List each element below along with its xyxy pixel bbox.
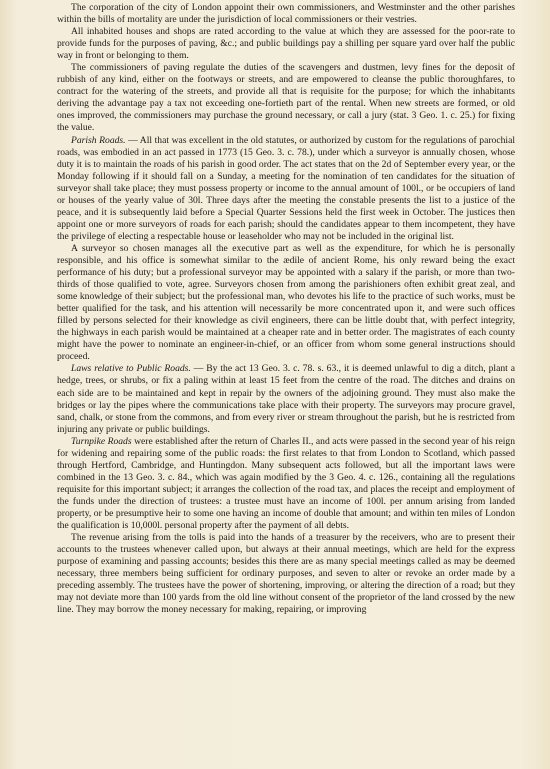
paragraph-heading: Laws relative to Public Roads. [71,363,191,375]
paragraph-heading: Turnpike Roads [71,435,132,447]
paragraph [57,135,515,243]
paragraph [57,26,515,62]
paragraph [57,436,515,532]
paragraph [57,243,515,363]
paragraph-text: All inhabited houses and shops are rated according to the value at which they are assessed for the poor-rate to provide funds for the purposes of paving, &c.; and public buildings pay a shilling per square yard over half the public way in front or belonging to them. [57,26,515,62]
paragraph-text: — All that was excellent in the old statutes, or authorized by custom for the regulations of parochial roads, was embodied in an act passed in 1773 (15 Geo. 3. c. 78.), under which a surveyor is annually chosen, whose duty it is to maintain the roads of his parish in good order. The act states that on the 2d of September every year, or the Monday following if it should fall on a Sunday, a meeting for the nomination of ten candidates for the situation of surveyor shall take place; they must possess property or income to the annual amount of 100l., or be occupiers of land or houses of the yearly value of 30l. Three days after the meeting the constable presents the list to a justice of the peace, and it is subsequently laid before a Special Quarter Sessions held the first week in October. The justices then appoint one or more surveyors of roads for each parish; should the candidates appear to them incompetent, they have the privilege of electing a respectable house or leaseholder who may not be included in the original list. [57,134,515,242]
paragraph-text: The corporation of the city of London appoint their own commissioners, and Westminster and the other parishes within the bills of mortality are under the jurisdiction of local commissioners or their vestries. [57,2,515,26]
paragraph-text: The commissioners of paving regulate the duties of the scavengers and dustmen, levy fines for the deposit of rubbish of any kind, either on the footways or streets, and are empowered to cleanse the public thoroughfares, to contract for the watering of the streets, and provide all that is requisite for the purpose; for which the inhabitants deriving the advantage pay a tax not exceeding one-fortieth part of the rental. When new streets are formed, or old ones improved, the commissioners may purchase the ground necessary, or call a jury (stat. 3 Geo. 1. c. 25.) for fixing the value. [57,62,515,134]
document-body [57,2,515,616]
paragraph-text: were established after the return of Charles II., and acts were passed in the second year of his reign for widening and repairing some of the public roads: the first relates to that from London to Scotland, which passed through Hertford, Cambridge, and Huntingdon. Many subsequent acts followed, but all the important laws were combined in the 13 Geo. 3. c. 84., which was again modified by the 3 Geo. 4. c. 126., containing all the regulations requisite for this important subject; it arranges the collection of the road tax, and places the receipt and employment of the funds under the direction of trustees: a trustee must have an income of 100l. per annum arising from landed property, or be presumptive heir to some one having an income of double that amount; and within ten miles of London the qualification is 10,000l. personal property after the payment of all debts. [57,435,515,532]
paragraph-text: The revenue arising from the tolls is paid into the hands of a treasurer by the receivers, who are to present their accounts to the trustees whenever called upon, but always at their annual meetings, which are held for the express purpose of examining and passing accounts; besides this there are as many special meetings called as may be deemed necessary, three members being sufficient for ordinary purposes, and seven to alter or revoke an order made by a preceding assembly. The trustees have the power of shortening, improving, or altering the direction of a road; but they may not deviate more than 100 yards from the old line without consent of the proprietor of the land crossed by the new line. They may borrow the money necessary for making, repairing, or improving [57,532,515,616]
paragraph-heading: Parish Roads. [71,134,126,146]
paragraph [57,62,515,134]
paragraph [57,532,515,616]
paragraph [57,2,515,26]
paragraph [57,363,515,435]
paragraph-text: A surveyor so chosen manages all the executive part as well as the expenditure, for which he is personally responsible, and his office is somewhat similar to the ædile of ancient Rome, his only reward being the exact performance of his duty; but a professional surveyor may be appointed with a salary if the parish, or more than two-thirds of those qualified to vote, agree. Surveyors chosen from among the parishioners often exhibit great zeal, and some knowledge of their subject; but the professional man, who devotes his life to the practice of such works, must be better qualified for the task, and his attention will necessarily be more concentrated upon it, and were such offices filled by persons selected for their knowledge as civil engineers, there can be little doubt that, with perfect integrity, the highways in each parish would be maintained at a cheaper rate and in better order. The magistrates of each county might have the power to nominate an engineer-in-chief, or an officer from whom some general instructions should proceed. [57,242,515,363]
paragraph-text: — By the act 13 Geo. 3. c. 78. s. 63., it is deemed unlawful to dig a ditch, plant a hedge, trees, or shrubs, or fix a paling within at least 15 feet from the centre of the road. The ditches and drains on each side are to be maintained and kept in repair by the owners of the adjoining ground. They must also make the bridges or lay the pipes where the communications take place with their property. The surveyors may procure gravel, sand, chalk, or stone from the commons, and from every river or stream throughout the parish, but he is restricted from injuring any private or public buildings. [57,363,515,435]
